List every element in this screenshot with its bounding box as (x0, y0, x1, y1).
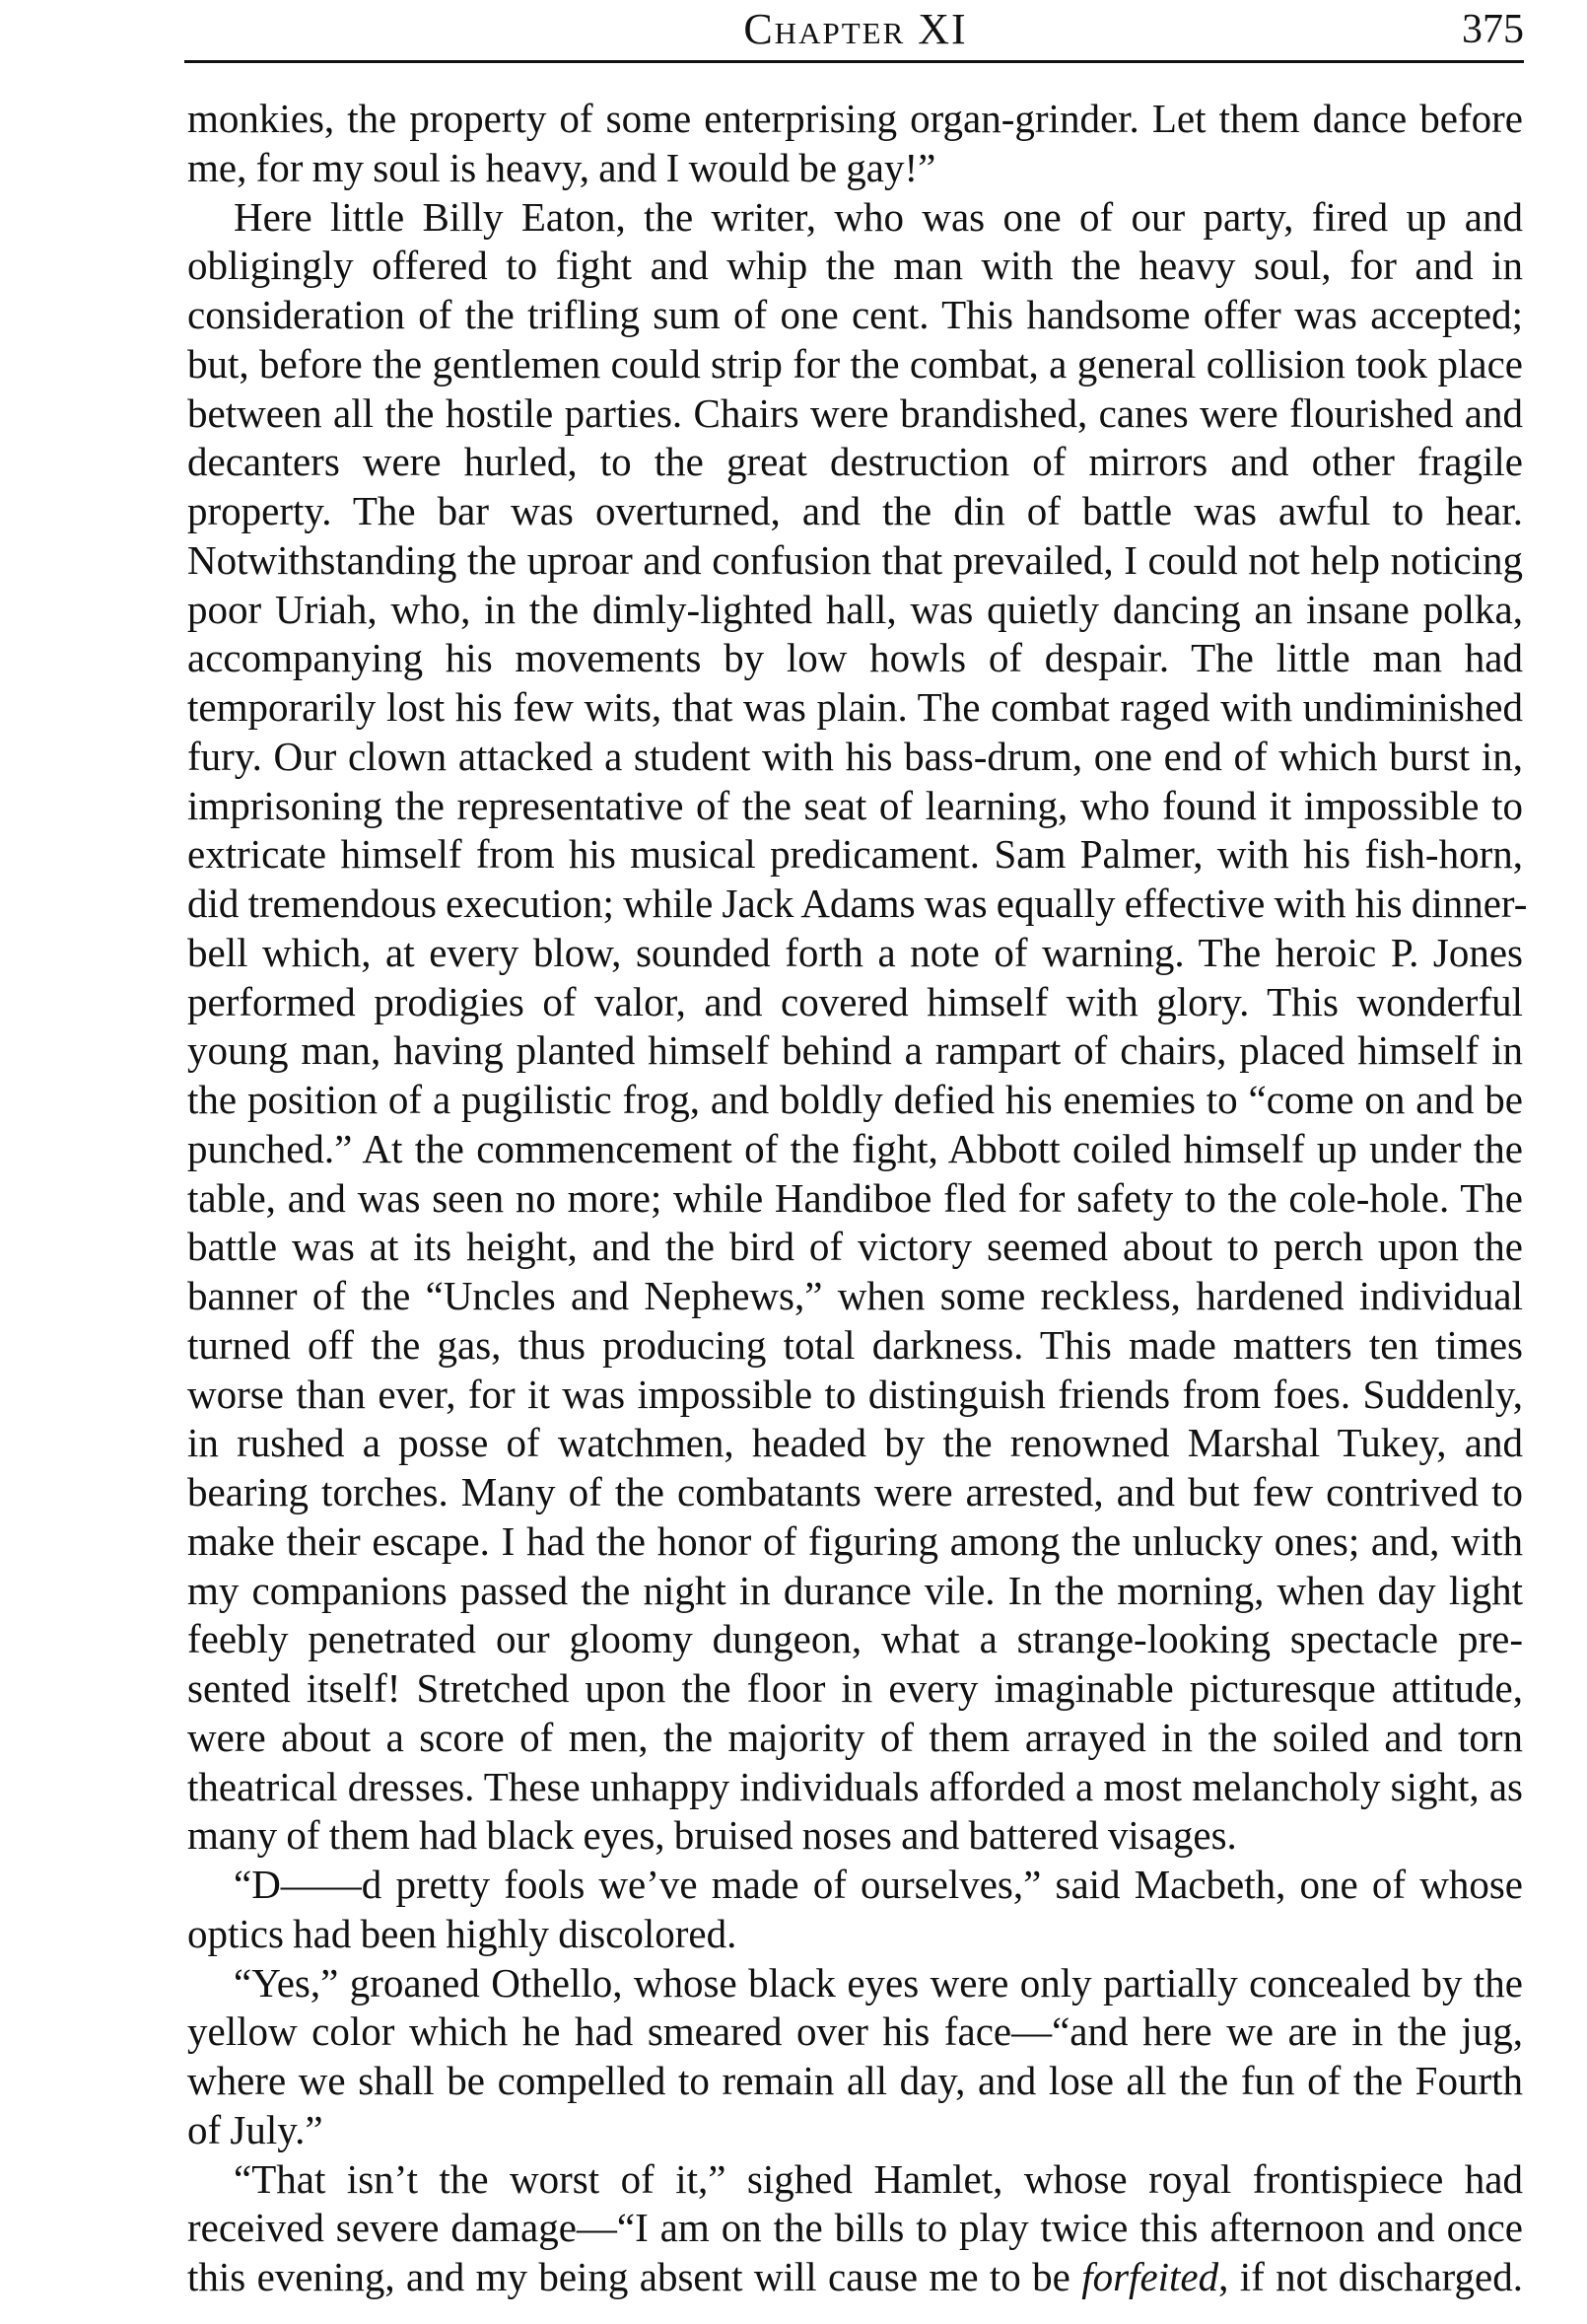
text-line: did tremendous execution; while Jack Adams was equally effective with his dinner- (187, 880, 1528, 926)
text-line: Notwithstanding the uproar and confusion that prevailed, I could not help noticing (187, 536, 1523, 583)
chapter-title: Chapter XI (743, 5, 968, 53)
text-line: me, for my soul is heavy, and I would be gay!” (187, 144, 936, 190)
text-line: sented itself! Stretched upon the floor in every imaginable picturesque attitude, (187, 1665, 1523, 1711)
paragraph-start-line: “D——d pretty fools we’ve made of ourselves,” said Macbeth, one of whose (234, 1862, 1523, 1907)
text-line: temporarily lost his few wits, that was plain. The combat raged with undiminished (187, 684, 1523, 730)
text-line: between all the hostile parties. Chairs were brandished, canes were flourished and (187, 389, 1523, 436)
paragraph-start-line: Here little Billy Eaton, the writer, who was one of our party, fired up and (234, 193, 1523, 240)
paragraph-start-line: “Yes,” groaned Othello, whose black eyes were only partially concealed by the (234, 1959, 1523, 2006)
text-line: received severe damage—“I am on the bills to play twice this afternoon and once (187, 2205, 1523, 2251)
text-run: , if not discharged. (1218, 2254, 1524, 2299)
text-line: where we shall be compelled to remain all day, and lose all the fun of the Fourth (187, 2058, 1523, 2103)
text-line: bell which, at every blow, sounded forth a note of warning. The heroic P. Jones (187, 929, 1523, 975)
text-line: my companions passed the night in durance vile. In the morning, when day light (187, 1567, 1523, 1613)
italic-word: forfeited (1081, 2254, 1219, 2299)
text-line: of July.” (187, 2106, 323, 2152)
text-line: were about a score of men, the majority of them arrayed in the soiled and torn (187, 1714, 1523, 1760)
text-line: feebly penetrated our gloomy dungeon, what a strange-looking spectacle pre- (187, 1616, 1523, 1662)
text-line: theatrical dresses. These unhappy individuals afforded a most melancholy sight, as (187, 1763, 1523, 1809)
text-line: decanters were hurled, to the great destruction of mirrors and other fragile (187, 439, 1523, 485)
text-line: battle was at its height, and the bird of victory seemed about to perch upon the (187, 1224, 1523, 1270)
text-run: this evening, and my being absent will cause me to be (187, 2254, 1082, 2299)
page-number: 375 (1462, 7, 1524, 52)
text-line: optics had been highly discolored. (187, 1910, 737, 1956)
text-line: fury. Our clown attacked a student with his bass-drum, one end of which burst in, (187, 733, 1523, 779)
text-line: table, and was seen no more; while Handiboe fled for safety to the cole-hole. The (187, 1174, 1523, 1221)
text-line: obligingly offered to fight and whip the man with the heavy soul, for and in (187, 243, 1523, 289)
text-line: performed prodigies of valor, and covered himself with glory. This wonderful (187, 978, 1523, 1024)
paragraph-start-line: “That isn’t the worst of it,” sighed Hamlet, whose royal frontispiece had (234, 2155, 1523, 2202)
text-line: worse than ever, for it was impossible to distinguish friends from foes. Suddenly, (187, 1371, 1523, 1417)
text-line: yellow color which he had smeared over his face—“and here we are in the jug, (187, 2008, 1523, 2055)
text-line: bearing torches. Many of the combatants were arrested, and but few contrived to (187, 1469, 1523, 1514)
text-line: extricate himself from his musical predicament. Sam Palmer, with his fish-horn, (187, 831, 1523, 878)
text-line: in rushed a posse of watchmen, headed by the renowned Marshal Tukey, and (187, 1420, 1523, 1466)
text-line: imprisoning the representative of the seat of learning, who found it impossible to (187, 782, 1523, 828)
text-line: poor Uriah, who, in the dimly-lighted hall, was quietly dancing an insane polka, (187, 586, 1523, 632)
text-line: the position of a pugilistic frog, and boldly defied his enemies to “come on and be (187, 1077, 1523, 1122)
text-line: but, before the gentlemen could strip for the combat, a general collision took place (187, 340, 1523, 387)
text-line: turned off the gas, thus producing total darkness. This made matters ten times (187, 1321, 1523, 1368)
text-line: monkies, the property of some enterprising organ-grinder. Let them dance before (187, 96, 1523, 141)
text-line: many of them had black eyes, bruised noses and battered visages. (187, 1812, 1237, 1859)
header-rule (184, 60, 1524, 63)
text-line: banner of the “Uncles and Nephews,” when some reckless, hardened individual (187, 1273, 1523, 1318)
text-line (187, 2252, 1523, 2301)
text-line: accompanying his movements by low howls of despair. The little man had (187, 635, 1523, 681)
text-line: property. The bar was overturned, and the din of battle was awful to hear. (187, 488, 1523, 533)
text-line: punched.” At the commencement of the fight, Abbott coiled himself up under the (187, 1125, 1523, 1171)
text-line: make their escape. I had the honor of figuring among the unlucky ones; and, with (187, 1517, 1523, 1564)
text-line: consideration of the trifling sum of one cent. This handsome offer was accepted; (187, 292, 1523, 337)
running-head (186, 4, 1524, 55)
text-line: young man, having planted himself behind a rampart of chairs, placed himself in (187, 1027, 1523, 1074)
